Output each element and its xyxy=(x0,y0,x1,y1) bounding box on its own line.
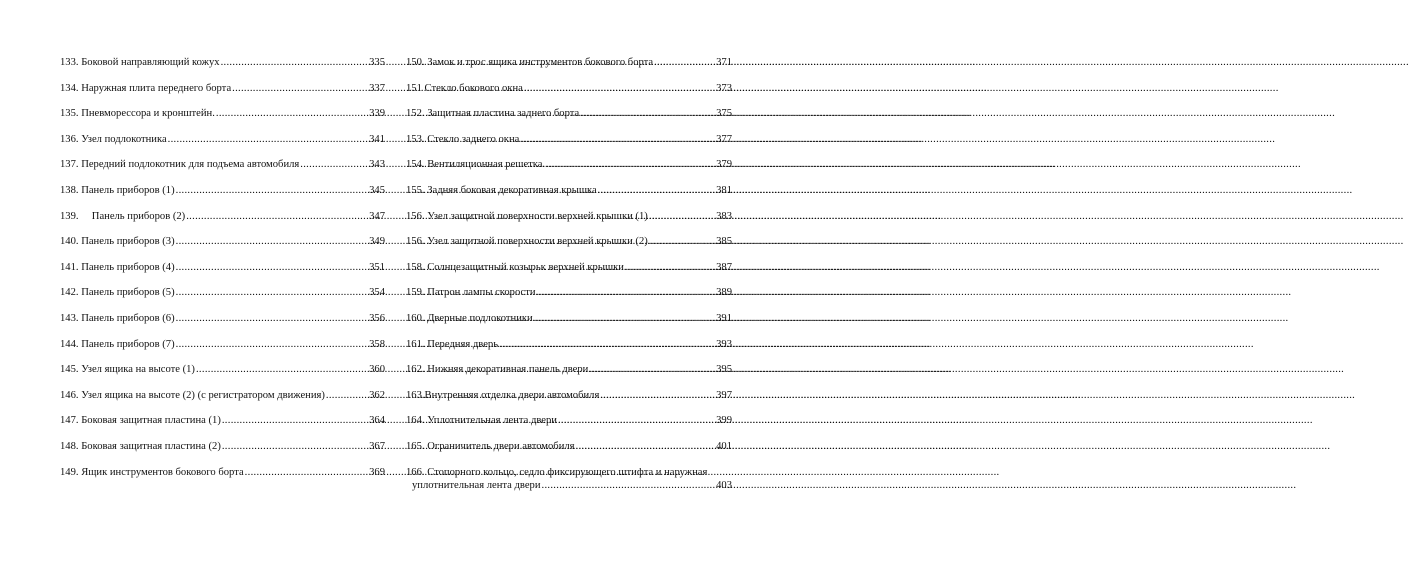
toc-entry xyxy=(406,107,732,133)
toc-entry-title: 143. Панель приборов (6) xyxy=(60,312,175,324)
dot-leader xyxy=(186,210,368,223)
toc-entry xyxy=(406,389,732,415)
toc-entry-title: 145. Узел ящика на высоте (1) xyxy=(60,364,195,376)
dot-leader xyxy=(232,82,368,95)
dot-leader xyxy=(300,158,368,171)
toc-entry-number: 165. xyxy=(406,440,425,452)
toc-entry xyxy=(60,158,385,184)
toc-entry-page: 367 xyxy=(369,440,385,452)
toc-entry-title: 144. Панель приборов (7) xyxy=(60,338,175,350)
dot-leader xyxy=(534,312,715,325)
dot-leader xyxy=(196,363,368,376)
toc-entry-number: 139. xyxy=(60,210,79,222)
toc-entry xyxy=(406,312,732,338)
toc-entry xyxy=(60,312,385,338)
dot-leader xyxy=(649,210,715,223)
toc-entry-number: 142. xyxy=(60,287,79,299)
dot-leader xyxy=(654,56,715,69)
dot-leader xyxy=(558,414,715,427)
toc-entry-page: 364 xyxy=(369,415,385,427)
toc-entry xyxy=(406,338,732,364)
toc-entry-page: 381 xyxy=(716,184,732,196)
toc-entry-page: 385 xyxy=(716,236,732,248)
toc-entry-number: 155. xyxy=(406,184,425,196)
toc-entry-title: 163.Внутренняя отделка двери автомобиля xyxy=(406,389,600,401)
toc-entry-number: 135. xyxy=(60,108,79,120)
toc-entry-page: 354 xyxy=(369,287,385,299)
toc-entry-title: 159. Патрон лампы скорости xyxy=(406,287,536,299)
toc-entry xyxy=(60,107,385,133)
toc-entry xyxy=(60,286,385,312)
toc-entry-number: 146. xyxy=(60,389,79,401)
toc-entry-number: 154. xyxy=(406,159,425,171)
dot-leader xyxy=(176,235,368,248)
toc-entry-page: 347 xyxy=(369,210,385,222)
toc-entry xyxy=(60,440,385,466)
dot-leader xyxy=(625,261,715,274)
toc-entry-number: 140. xyxy=(60,236,79,248)
toc-entry-page: 383 xyxy=(716,210,732,222)
toc-entry-number: 147. xyxy=(60,415,79,427)
toc-entry-page: 335 xyxy=(369,57,385,68)
toc-left-column xyxy=(60,56,385,491)
toc-entry xyxy=(406,440,732,466)
toc-entry-page: 341 xyxy=(369,133,385,145)
toc-entry-title: 151 Стекло бокового окна xyxy=(406,82,523,94)
dot-leader xyxy=(222,440,368,453)
toc-entry-title: 141. Панель приборов (4) xyxy=(60,261,175,273)
toc-entry-number: 148. xyxy=(60,440,79,452)
toc-entry-number: 134. xyxy=(60,82,79,94)
toc-entry-page: 373 xyxy=(716,82,732,94)
toc-entry-page: 337 xyxy=(369,82,385,94)
toc-entry xyxy=(60,184,385,210)
toc-entry-page: 369 xyxy=(369,466,385,478)
toc-entry-number: 150. xyxy=(406,57,425,68)
toc-entry-number: 151 xyxy=(406,82,422,94)
toc-entry-number: 163. xyxy=(406,389,425,401)
toc-entry-number: 162. xyxy=(406,364,425,376)
dot-leader xyxy=(600,389,715,402)
toc-entry-number: 138. xyxy=(60,184,79,196)
toc-entry-title: 162. Нижняя декоративная панель двери xyxy=(406,364,589,376)
toc-entry xyxy=(406,261,732,287)
toc-entry xyxy=(60,466,385,492)
toc-entry-page: 343 xyxy=(369,159,385,171)
dot-leader xyxy=(176,261,368,274)
toc-entry-title: 156. Узел защитной поверхности верхней крышки (1) xyxy=(406,210,648,222)
dot-leader xyxy=(649,235,715,248)
toc-entry xyxy=(60,133,385,159)
dot-leader xyxy=(176,312,368,325)
toc-entry-number: 133. xyxy=(60,57,79,68)
toc-entry xyxy=(60,82,385,108)
dot-leader xyxy=(524,82,715,95)
toc-entry xyxy=(60,338,385,364)
dot-leader xyxy=(176,338,368,351)
toc-entry-number: 153. xyxy=(406,133,425,145)
toc-entry-number: 164. xyxy=(406,415,425,427)
toc-entry xyxy=(60,389,385,415)
toc-entry-number: 161. xyxy=(406,338,425,350)
toc-entry-page: 395 xyxy=(716,364,732,376)
toc-entry-number: 141. xyxy=(60,261,79,273)
toc-entry-title: 164. Уплотнительная лента двери xyxy=(406,415,557,427)
toc-entry-page: 379 xyxy=(716,159,732,171)
toc-entry-page: 356 xyxy=(369,312,385,324)
toc-entry xyxy=(406,184,732,210)
toc-entry-page: 389 xyxy=(716,287,732,299)
toc-entry xyxy=(60,235,385,261)
toc-entry-title: 142. Панель приборов (5) xyxy=(60,287,175,299)
toc-entry-title: 152. Защитная пластина заднего борта xyxy=(406,108,580,120)
dot-leader xyxy=(580,107,715,120)
toc-entry-page: 399 xyxy=(716,415,732,427)
toc-entry-page: 377 xyxy=(716,133,732,145)
toc-entry xyxy=(60,56,385,82)
toc-entry xyxy=(406,133,732,159)
toc-entry-page: 371 xyxy=(716,57,732,68)
toc-entry-page: 391 xyxy=(716,312,732,324)
toc-entry-title: 155. Задняя боковая декоративная крышка xyxy=(406,184,597,196)
toc-entry-page: 360 xyxy=(369,364,385,376)
toc-entry-page: 393 xyxy=(716,338,732,350)
dot-leader xyxy=(576,440,716,453)
toc-entry-number: 149. xyxy=(60,466,79,478)
dot-leader xyxy=(589,363,715,376)
toc-entry-title: 156. Узел защитной поверхности верхней крышки (2) xyxy=(406,236,648,248)
toc-entry xyxy=(406,363,732,389)
dot-leader xyxy=(221,56,369,69)
toc-entry-number: 145. xyxy=(60,364,79,376)
toc-entry-title: 150. Замок и трос ящика инструментов бокового борта xyxy=(406,57,654,68)
toc-entry-page: 351 xyxy=(369,261,385,273)
toc-entry-title: 133. Боковой направляющий кожух xyxy=(60,57,220,68)
toc-entry-page: 362 xyxy=(369,389,385,401)
toc-entry-page: 358 xyxy=(369,338,385,350)
toc-entry-title: 136. Узел подлокотника xyxy=(60,133,167,145)
toc-entry-number: 156. xyxy=(406,210,425,222)
toc-right-column xyxy=(406,56,732,496)
toc-entry-title: 148. Боковая защитная пластина (2) xyxy=(60,440,221,452)
dot-leader xyxy=(546,158,715,171)
toc-entry xyxy=(406,235,732,261)
toc-entry xyxy=(406,466,732,496)
toc-entry-title: 161. Передняя дверь xyxy=(406,338,499,350)
toc-entry-number: 136. xyxy=(60,133,79,145)
dot-leader xyxy=(326,389,368,402)
toc-entry-page: 403 xyxy=(716,479,732,491)
toc-entry-title: 165. Ограничитель двери автомобиля xyxy=(406,440,575,452)
toc-entry-page: 397 xyxy=(716,389,732,401)
toc-entry-title-continued: уплотнительная лента двери xyxy=(412,479,541,491)
toc-entry xyxy=(406,82,732,108)
toc-entry-number: 158. xyxy=(406,261,425,273)
dot-leader xyxy=(520,133,715,146)
toc-entry-number: 143. xyxy=(60,312,79,324)
dot-leader xyxy=(537,286,716,299)
toc-entry-number: 156. xyxy=(406,236,425,248)
toc-entry-page: 387 xyxy=(716,261,732,273)
toc-entry-title: 146. Узел ящика на высоте (2) (с регистратором движения) xyxy=(60,389,325,401)
toc-entry-number: 144. xyxy=(60,338,79,350)
toc-entry-title: 135. Пневморессора и кронштейн. xyxy=(60,108,215,120)
toc-entry-title: 140. Панель приборов (3) xyxy=(60,236,175,248)
toc-entry xyxy=(60,414,385,440)
toc-entry xyxy=(406,414,732,440)
toc-entry xyxy=(60,210,385,236)
toc-entry-number: 137. xyxy=(60,159,79,171)
toc-entry-title: 166. Стопорного кольцо, седло фиксирующего штифта и наружная xyxy=(406,466,708,478)
toc-entry-title: 147. Боковая защитная пластина (1) xyxy=(60,415,221,427)
toc-entry-title: 137. Передний подлокотник для подъема автомобиля xyxy=(60,159,300,171)
toc-entry-page: 349 xyxy=(369,236,385,248)
toc-entry-number: 160. xyxy=(406,312,425,324)
toc-entry-page: 339 xyxy=(369,108,385,120)
toc-entry xyxy=(406,158,732,184)
toc-entry-title: 154. Вентиляционная решетка. xyxy=(406,159,546,171)
toc-entry xyxy=(406,210,732,236)
toc-entry xyxy=(60,363,385,389)
toc-entry-number: 159. xyxy=(406,287,425,299)
toc-entry xyxy=(406,286,732,312)
dot-leader xyxy=(168,133,368,146)
dot-leader xyxy=(222,414,368,427)
toc-entry-title: 149. Ящик инструментов бокового борта xyxy=(60,466,244,478)
toc-entry-title: 158. Солнцезащитный козырьк верхней крышки xyxy=(406,261,624,273)
toc-entry-title: 139. Панель приборов (2) xyxy=(60,210,186,222)
toc-entry xyxy=(60,261,385,287)
toc-entry-page: 345 xyxy=(369,184,385,196)
dot-leader xyxy=(245,466,368,479)
dot-leader xyxy=(216,107,368,120)
toc-entry-page: 375 xyxy=(716,108,732,120)
dot-leader xyxy=(598,184,715,197)
dot-leader xyxy=(176,184,368,197)
dot-leader xyxy=(542,479,716,492)
toc-entry-number: 152. xyxy=(406,108,425,120)
toc-entry-title: 134. Наружная плита переднего борта xyxy=(60,82,232,94)
toc-entry-title: 153. Стекло заднего окна xyxy=(406,133,520,145)
toc-entry-title: 138. Панель приборов (1) xyxy=(60,184,175,196)
toc-entry xyxy=(406,56,732,82)
toc-entry-page: 401 xyxy=(716,440,732,452)
toc-entry-number: 166. xyxy=(406,466,425,478)
dot-leader xyxy=(499,338,715,351)
toc-entry-title: 160. Дверные подлокотники xyxy=(406,312,533,324)
dot-leader xyxy=(176,286,368,299)
